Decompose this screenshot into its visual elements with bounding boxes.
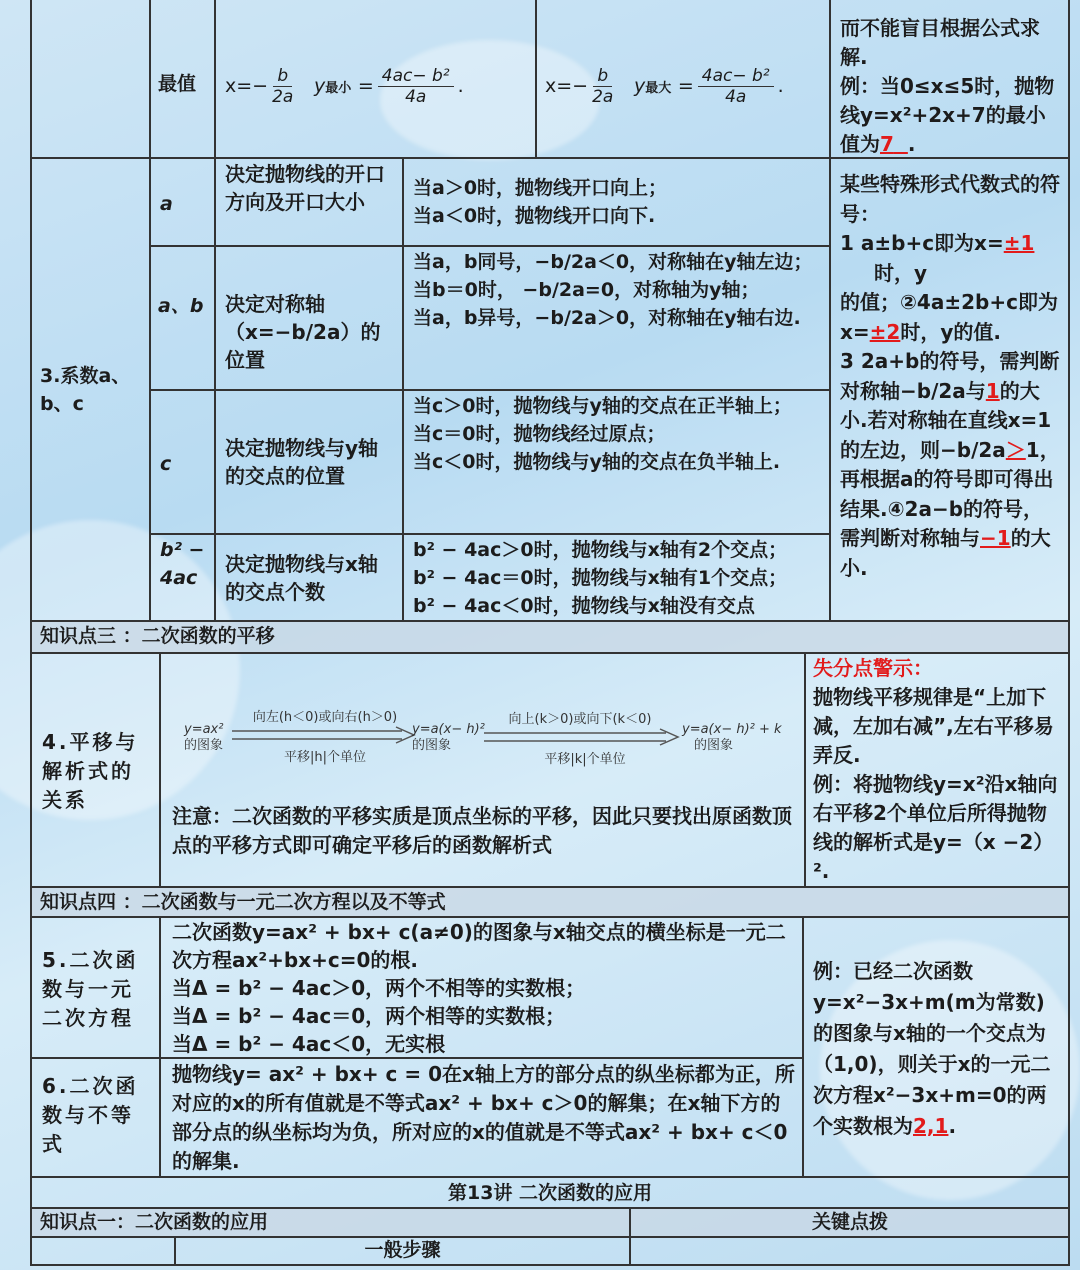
- coef-a-desc: 决定抛物线的开口方向及开口大小: [225, 162, 385, 214]
- diagram-formula-1: y=ax² 的图象: [184, 722, 224, 753]
- lecture-title: 第13讲 二次函数的应用: [447, 1182, 653, 1204]
- eq-example: 例：已经二次函数y=x²−3x+m(m为常数)的图象与x轴的一个交点为（1,0)，则关于x的一元二次方程x²−3x+m=0的两个实数根为2,1.: [813, 959, 1051, 1138]
- lecture-left-header: 知识点一：二次函数的应用: [30, 1208, 630, 1236]
- diagram-arrow-2-top: 向上(k＞0)或向下(k＜0): [508, 712, 652, 727]
- min-formula: x=− $\frac{b}{2a}$ y最小 = $\frac{\text{4ac− b²}}{4a}$ .: [225, 66, 464, 107]
- coef-ab-desc: 决定对称轴（x=−b/2a）的位置: [225, 292, 381, 372]
- ineq-label: 6.二次函数与不等式: [42, 1074, 139, 1156]
- arrow-right-icon: [232, 726, 416, 744]
- diagram-arrow-1-bottom: 平移|h|个单位: [284, 750, 366, 765]
- coef-ab-symbol: a、b: [158, 295, 204, 317]
- ineq-content: 抛物线y= ax² + bx+ c = 0在x轴上方的部分点的纵坐标都为正，所对应的x的所有值就是不等式ax² + bx+ c＞0的解集；在x轴下方的部分点的纵坐标均为负，所对应的x的值就是不等式ax² + bx+ c＜0的解集.: [172, 1062, 795, 1173]
- section-header-4: 知识点四 ：二次函数与一元二次方程以及不等式: [30, 888, 1070, 916]
- max-formula: x=− $\frac{b}{2a}$ y最大 = $\frac{\text{4ac− b²}}{4a}$ .: [545, 66, 784, 107]
- extreme-note: 而不能盲目根据公式求解. 例：当0≤x≤5时，抛物线y=x²+2x+7的最小值为7 .: [840, 16, 1055, 156]
- diagram-formula-2: y=a(x− h)² 的图象: [412, 722, 485, 753]
- coef-discriminant-rules: b² − 4ac＞0时，抛物线与x轴有2个交点； b² − 4ac＝0时，抛物线与x轴有1个交点； b² − 4ac＜0时，抛物线与x轴没有交点: [413, 539, 788, 617]
- coef-discriminant-desc: 决定抛物线与x轴的交点个数: [225, 552, 378, 604]
- coef-side-note: 某些特殊形式代数式的符号： 1 a±b+c即为x=±1 时，y 的值；②4a±2b+c即为x=±2时，y的值. 3 2a+b的符号，需判断对称轴−b/2a与1的大小.若对称轴在直线x=1的左边，则−b/2a＞1，再根据a的符号即可得出结果.④2a−b的符号，需判断对称轴与−1的大小.: [840, 172, 1060, 580]
- diagram-formula-3: y=a(x− h)² + k 的图象: [682, 722, 782, 753]
- coef-c-symbol: c: [160, 453, 172, 475]
- extreme-label: 最值: [158, 73, 197, 95]
- eq-content: 二次函数y=ax² + bx+ c(a≠0)的图象与x轴交点的横坐标是一元二次方程ax²+bx+c=0的根. 当Δ = b² − 4ac＞0，两个不相等的实数根； 当Δ = b² − 4ac＝0，两个相等的实数根； 当Δ = b² − 4ac＜0，无实根: [172, 920, 786, 1056]
- coef-a-rules: 当a＞0时，抛物线开口向上； 当a＜0时，抛物线开口向下.: [413, 177, 668, 227]
- coef-discriminant-symbol: b² − 4ac: [160, 539, 205, 589]
- lecture-right-header: 关键点拨: [630, 1208, 1070, 1236]
- shift-warning: 失分点警示： 抛物线平移规律是“上加下减，左加右减”,左右平移易弄反. 例：将抛物线y=x²沿x轴向右平移2个单位后所得抛物线的解析式是y=（x −2）².: [805, 652, 1070, 886]
- coef-ab-rules: 当a，b同号，−b/2a＜0，对称轴在y轴左边； 当b＝0时， −b/2a=0，对称轴为y轴； 当a，b异号，−b/2a＞0，对称轴在y轴右边.: [413, 251, 813, 329]
- answer-blank: 7: [880, 132, 894, 156]
- lecture-sub-header: 一般步骤: [364, 1239, 441, 1261]
- section-header-3: 知识点三 ：二次函数的平移: [30, 622, 1070, 652]
- shift-label: 4.平移与解析式的关系: [42, 730, 139, 812]
- shift-diagram: [180, 708, 800, 778]
- answer-blank: 2,1: [913, 1114, 949, 1138]
- shift-note: 注意：二次函数的平移实质是顶点坐标的平移，因此只要找出原函数顶点的平移方式即可确定平移后的函数解析式: [172, 804, 792, 857]
- arrow-right-icon: [484, 728, 680, 746]
- diagram-arrow-1-top: 向左(h＜0)或向右(h＞0): [252, 710, 398, 725]
- coef-c-desc: 决定抛物线与y轴的交点的位置: [225, 436, 379, 488]
- coef-label: 3.系数a、b、c: [40, 365, 131, 415]
- eq-label: 5.二次函数与一元二次方程: [42, 948, 139, 1030]
- shift-content: [160, 652, 805, 886]
- warning-title: 失分点警示：: [813, 656, 933, 680]
- coef-a-symbol: a: [160, 193, 173, 215]
- diagram-arrow-2-bottom: 平移|k|个单位: [544, 752, 626, 767]
- coef-c-rules: 当c＞0时，抛物线与y轴的交点在正半轴上； 当c＝0时，抛物线经过原点； 当c＜0时，抛物线与y轴的交点在负半轴上.: [413, 395, 792, 473]
